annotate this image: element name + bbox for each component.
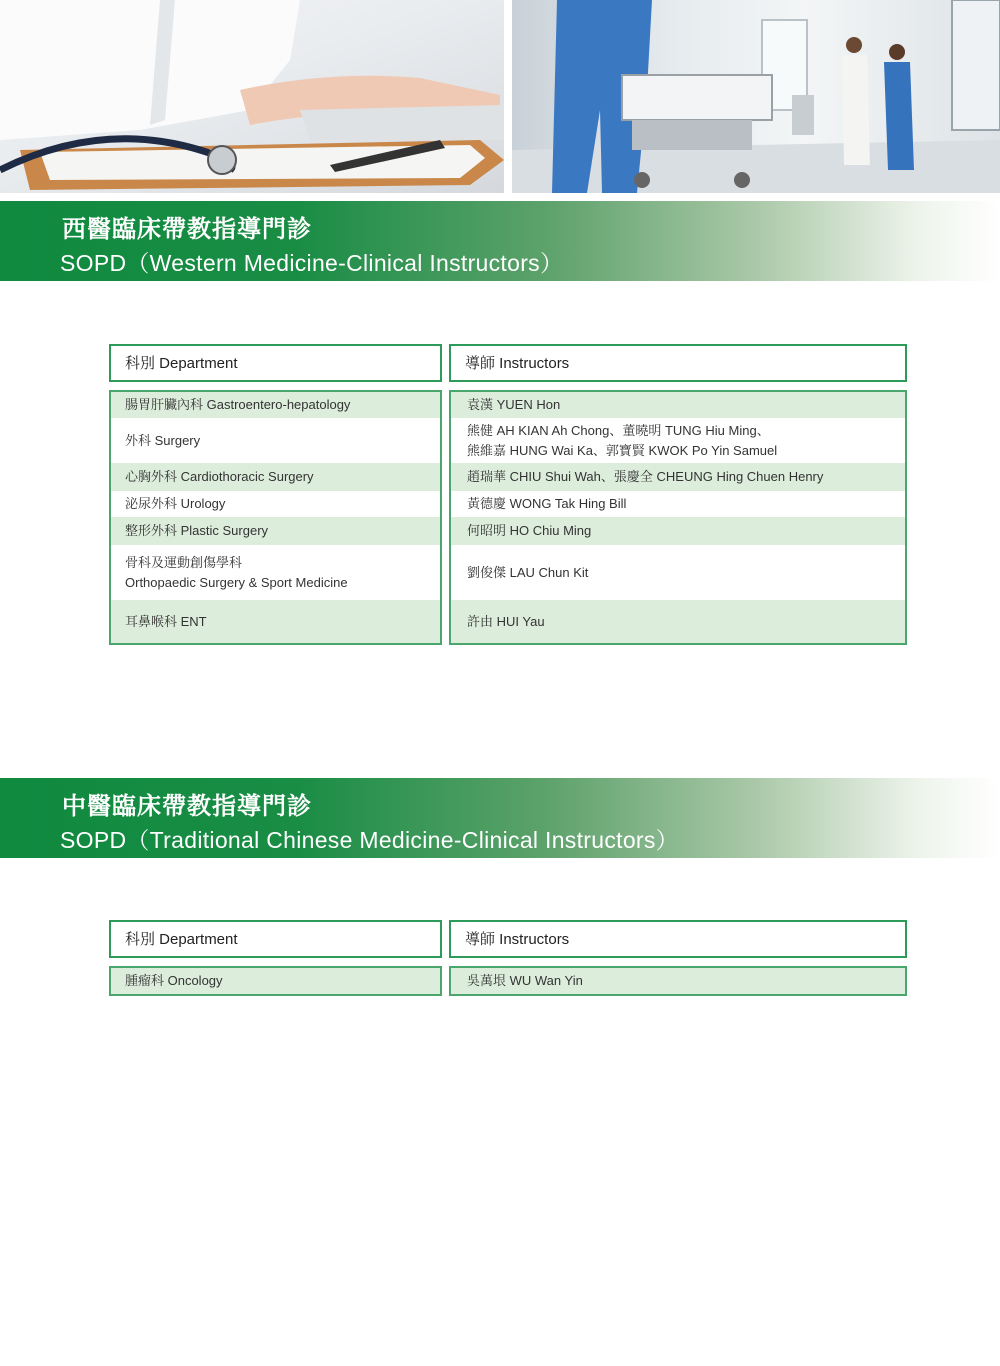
instructor-cell: 許由 HUI Yau — [467, 613, 545, 629]
section-title-zh: 西醫臨床帶教指導門診 — [62, 216, 312, 243]
department-cell: 耳鼻喉科 ENT — [125, 613, 207, 629]
instructor-cell: 趙瑞華 CHIU Shui Wah、張慶全 CHEUNG Hing Chuen Henry — [467, 469, 824, 484]
column-header-department: 科別 Department — [109, 920, 442, 958]
table-row — [111, 463, 440, 491]
instructor-cell: 熊維嘉 HUNG Wai Ka、郭寶賢 KWOK Po Yin Samuel — [467, 442, 778, 458]
table-row — [451, 600, 905, 643]
table-row — [111, 968, 440, 994]
department-cell: 泌尿外科 Urology — [125, 496, 226, 511]
column-header-instructors: 導師 Instructors — [449, 920, 907, 958]
instructor-cell: 熊健 AH KIAN Ah Chong、董曉明 TUNG Hiu Ming、 — [467, 422, 770, 438]
column-header-instructors: 導師 Instructors — [449, 344, 907, 382]
hospital-corridor-photo — [512, 0, 1000, 193]
section-title-en: SOPD（Western Medicine-Clinical Instructors） — [60, 250, 564, 276]
section-banner-western — [0, 201, 1000, 281]
instructors-column — [449, 966, 907, 996]
table-row — [451, 517, 905, 545]
instructors-column — [449, 390, 907, 645]
department-cell: 整形外科 Plastic Surgery — [125, 523, 269, 538]
instructor-cell: 吳萬垠 WU Wan Yin — [467, 973, 583, 988]
table-row — [451, 463, 905, 491]
table-row — [111, 418, 440, 463]
section-title-en: SOPD（Traditional Chinese Medicine-Clinical Instructors） — [60, 827, 679, 853]
section-banner-tcm — [0, 778, 1000, 858]
table-row — [111, 392, 440, 418]
department-column — [109, 390, 442, 645]
section-title-zh: 中醫臨床帶教指導門診 — [62, 793, 312, 820]
doctor-desk-photo — [0, 0, 504, 193]
column-header-department: 科別 Department — [109, 344, 442, 382]
table-row — [451, 968, 905, 994]
department-column — [109, 966, 442, 996]
department-cell: 外科 Surgery — [125, 432, 201, 448]
table-row — [111, 545, 440, 600]
instructor-cell: 黃德慶 WONG Tak Hing Bill — [467, 496, 627, 511]
department-cell: 腸胃肝臟內科 Gastroentero-hepatology — [125, 397, 351, 412]
table-row — [451, 418, 905, 463]
department-cell: 腫瘤科 Oncology — [125, 973, 223, 988]
table-row — [451, 392, 905, 418]
instructor-cell: 劉俊傑 LAU Chun Kit — [467, 564, 589, 580]
table-row — [111, 517, 440, 545]
department-cell-en: Orthopaedic Surgery & Sport Medicine — [125, 574, 348, 590]
department-cell-zh: 骨科及運動創傷學科 — [125, 554, 243, 570]
table-row — [451, 545, 905, 600]
table-row — [111, 600, 440, 643]
instructor-cell: 何昭明 HO Chiu Ming — [467, 523, 592, 538]
instructor-cell: 袁漢 YUEN Hon — [467, 397, 561, 412]
table-row — [451, 491, 905, 517]
table-row — [111, 491, 440, 517]
department-cell: 心胸外科 Cardiothoracic Surgery — [125, 469, 314, 484]
